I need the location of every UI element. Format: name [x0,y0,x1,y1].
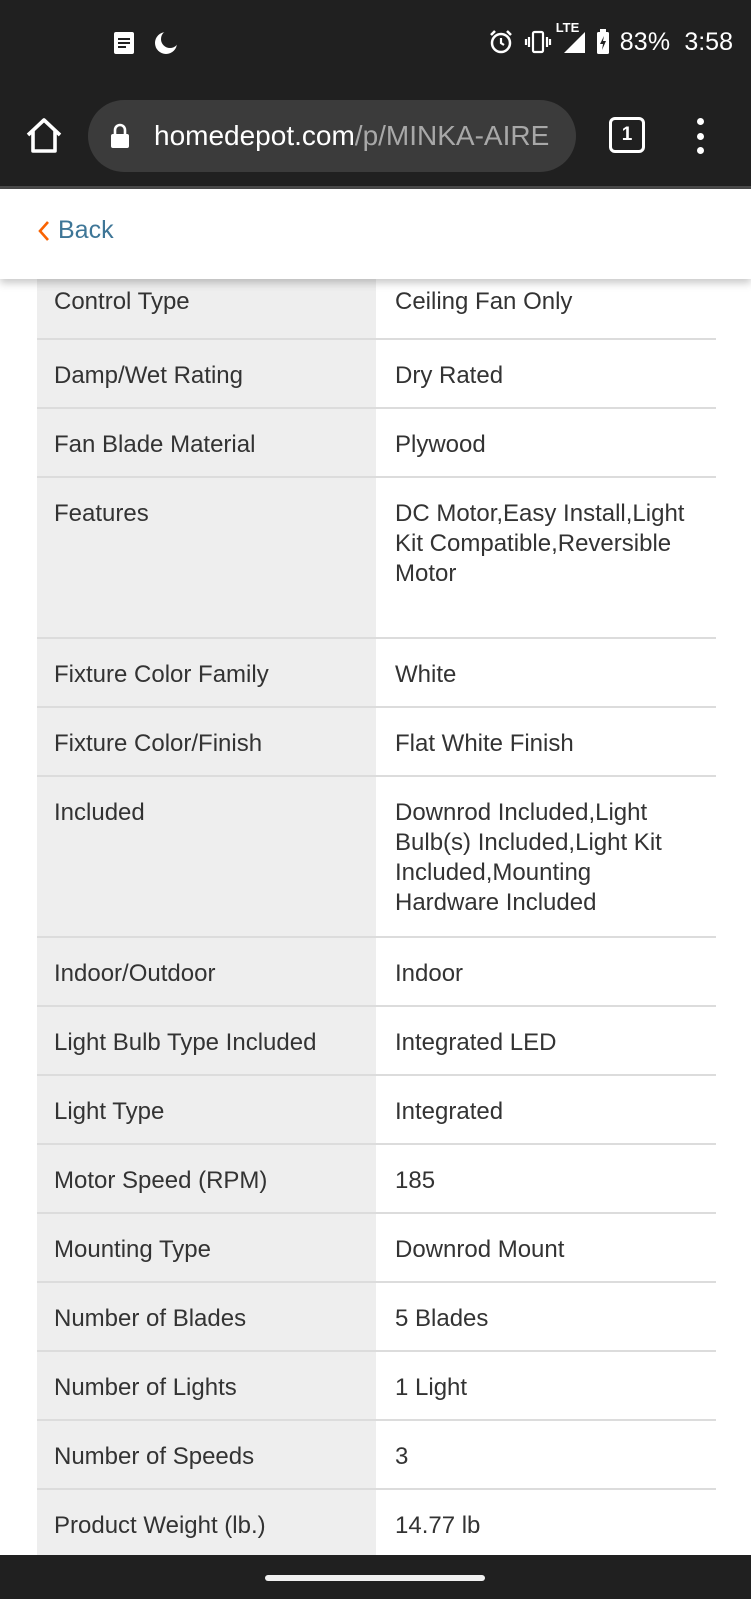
status-right-icons [488,20,733,60]
battery-percent: 83% [619,27,671,56]
back-label: Back [58,216,114,244]
spec-row [37,1420,716,1489]
spec-label: Damp/Wet Rating [37,339,376,408]
home-button[interactable] [22,114,66,158]
spec-label: Light Bulb Type Included [37,1006,376,1075]
network-label: LTE [555,20,580,35]
spec-value: 14.77 lb [376,1489,716,1555]
spec-label: Product Weight (lb.) [37,1489,376,1555]
url-domain: homedepot.com [154,120,355,151]
status-left-icons [113,27,179,59]
spec-row [37,1075,716,1144]
specifications-table [37,279,716,1555]
spec-value: Downrod Included,Light Bulb(s) Included,Light Kit Included,Mounting Hardware Included [376,776,716,937]
spec-value: 3 [376,1420,716,1489]
spec-label: Indoor/Outdoor [37,937,376,1006]
spec-row [37,707,716,776]
spec-row [37,776,716,937]
clock: 3:58 [684,27,733,56]
spec-value: Dry Rated [376,339,716,408]
menu-dot-icon [697,147,704,154]
back-header [0,189,751,279]
spec-row [37,477,716,638]
vibrate-icon [524,30,552,54]
lock-icon [110,123,130,154]
notes-icon [113,31,135,55]
battery-icon [596,29,610,55]
spec-value: Flat White Finish [376,707,716,776]
spec-row [37,279,716,339]
spec-row [37,1006,716,1075]
spec-value: DC Motor,Easy Install,Light Kit Compatible,Reversible Motor [376,477,716,638]
spec-label: Fan Blade Material [37,408,376,477]
spec-row [37,1213,716,1282]
spec-row [37,1351,716,1420]
spec-label: Motor Speed (RPM) [37,1144,376,1213]
spec-label: Number of Lights [37,1351,376,1420]
url-path: /p/MINKA-AIRE [354,120,550,151]
spec-row [37,339,716,408]
spec-value: Plywood [376,408,716,477]
spec-value: 185 [376,1144,716,1213]
overflow-menu-button[interactable] [686,116,714,156]
spec-row [37,408,716,477]
spec-label: Control Type [37,279,376,339]
spec-row [37,937,716,1006]
menu-dot-icon [697,118,704,125]
spec-row [37,638,716,707]
status-bar [0,0,751,86]
spec-label: Fixture Color/Finish [37,707,376,776]
spec-label: Features [37,477,376,638]
chevron-left-icon [36,219,52,243]
home-gesture-handle[interactable] [265,1575,485,1581]
spec-value: 1 Light [376,1351,716,1420]
spec-label: Number of Blades [37,1282,376,1351]
system-nav-bar [0,1555,751,1599]
spec-row [37,1489,716,1555]
tab-count: 1 [621,124,633,145]
spec-label: Number of Speeds [37,1420,376,1489]
back-link[interactable] [36,216,114,245]
moon-icon [153,30,179,56]
spec-value: Integrated [376,1075,716,1144]
spec-value: Integrated LED [376,1006,716,1075]
menu-dot-icon [697,133,704,140]
spec-label: Fixture Color Family [37,638,376,707]
spec-value: Downrod Mount [376,1213,716,1282]
spec-value: Indoor [376,937,716,1006]
address-bar[interactable] [88,100,576,172]
spec-value: White [376,638,716,707]
browser-toolbar [0,86,751,186]
spec-row [37,1144,716,1213]
tab-switcher-button[interactable] [609,117,645,153]
url-text [154,118,564,154]
home-icon [22,114,66,158]
alarm-icon [488,29,514,55]
spec-label: Mounting Type [37,1213,376,1282]
spec-value: 5 Blades [376,1282,716,1351]
spec-value: Ceiling Fan Only [376,279,716,339]
spec-label: Included [37,776,376,937]
spec-row [37,1282,716,1351]
lte-signal-icon [555,20,586,54]
spec-label: Light Type [37,1075,376,1144]
